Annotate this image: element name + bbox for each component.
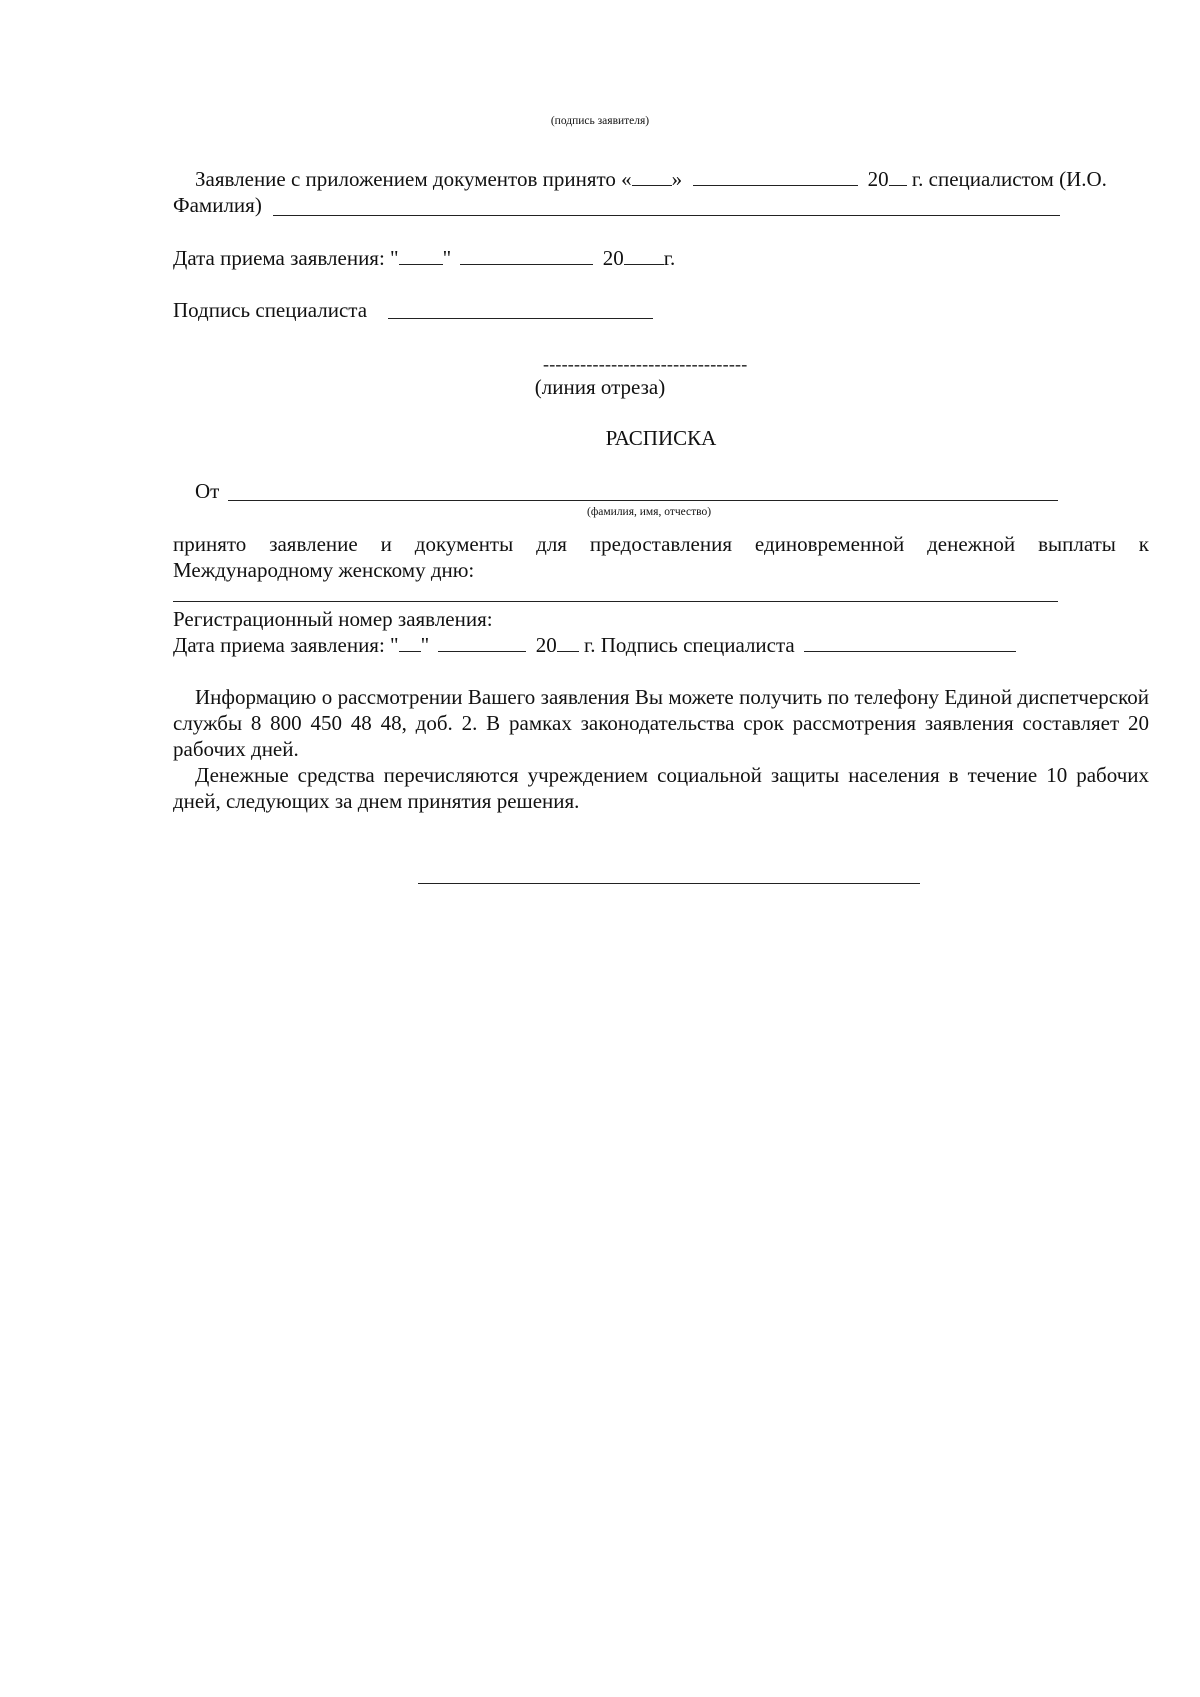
bottom-rule [418,883,920,884]
cut-caption: (линия отреза) [534,375,666,399]
receipt-month-blank[interactable] [438,633,526,652]
acceptance-day-blank[interactable] [399,246,443,265]
acceptance-month-blank[interactable] [460,246,593,265]
acceptance-date-row [173,245,675,271]
acceptance-date-label: Дата приема заявления: " [173,246,399,270]
specialist-name-line[interactable] [273,215,1060,216]
applicant-signature-caption: (подпись заявителя) [550,115,650,127]
from-name-caption: (фамилия, имя, отчество) [587,506,712,518]
receipt-title: РАСПИСКА [605,426,717,450]
documents-list-line[interactable] [173,601,1058,602]
receipt-year-prefix: 20 [535,633,557,657]
cut-dashes: --------------------------------- [543,354,748,374]
from-name-line[interactable] [228,500,1058,501]
year-blank[interactable] [889,167,907,186]
specialist-name-label: Фамилия) [173,193,262,217]
day-blank[interactable] [632,167,672,186]
month-blank[interactable] [693,167,858,186]
receipt-signature-blank[interactable] [804,633,1016,652]
quote-close: » [671,167,683,191]
acceptance-date-quote-close: " [442,246,452,270]
receipt-year-blank[interactable] [557,633,579,652]
accepted-line-1: принято заявление и документы для предоставления единовременной денежной выплаты к [173,532,1149,556]
reg-number-label: Регистрационный номер заявления: [173,607,493,631]
specialist-signature-line[interactable] [388,318,653,319]
receipt-date-label: Дата приема заявления: " [173,633,399,657]
acceptance-year-blank[interactable] [624,246,664,265]
acceptance-line-1 [173,166,1149,192]
acceptance-text-start: Заявление с приложением документов принято « [195,167,632,191]
receipt-date-quote-close: " [420,633,430,657]
info-paragraph: Информацию о рассмотрении Вашего заявления Вы можете получить по телефону Единой диспетчерской службы 8 800 450 48 48, доб. 2. В рамках законодательства срок рассмотрения заявления составляет 20 рабочих дней. [173,685,1149,761]
acceptance-text-end: г. специалистом (И.О. [911,167,1107,191]
accepted-line-2: Международному женскому дню: [173,558,475,582]
acceptance-year-suffix: г. [663,246,676,270]
year-prefix: 20 [867,167,889,191]
from-label: От [195,479,220,503]
receipt-date-row [173,632,1016,658]
receipt-day-blank[interactable] [399,633,421,652]
specialist-signature-label: Подпись специалиста [173,298,368,322]
acceptance-year-prefix: 20 [602,246,624,270]
receipt-date-tail: г. Подпись специалиста [583,633,795,657]
funds-paragraph: Денежные средства перечисляются учреждением социальной защиты населения в течение 10 рабочих дней, следующих за днем принятия решения. [173,763,1149,813]
